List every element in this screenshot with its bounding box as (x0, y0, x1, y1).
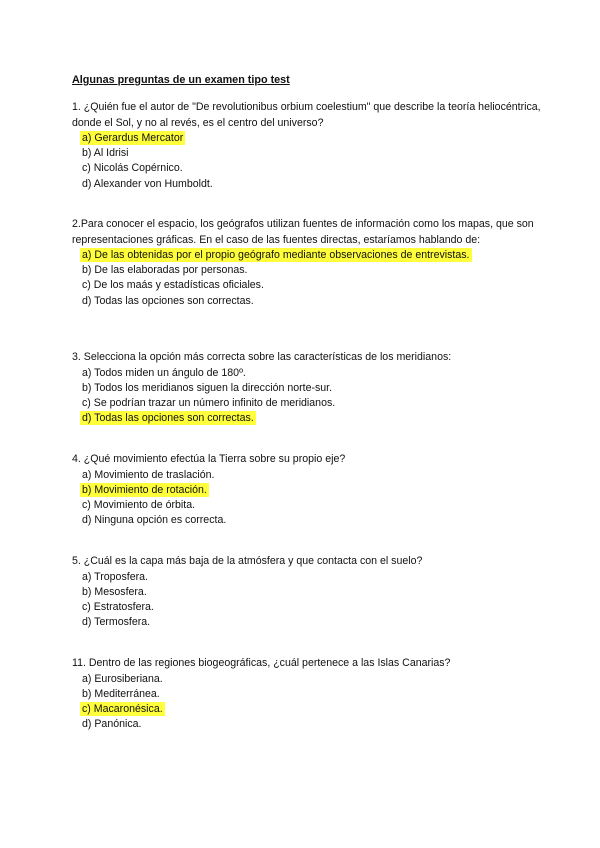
options-list (72, 672, 542, 733)
options-list (72, 248, 542, 309)
option-d: d) Ninguna opción es correcta. (82, 514, 227, 527)
option-d: d) Alexander von Humboldt. (82, 177, 213, 190)
option-d: d) Panónica. (82, 718, 142, 731)
question-3 (72, 350, 542, 426)
question-2 (72, 217, 542, 309)
option-d: d) Termosfera. (82, 616, 151, 629)
option-a: a) Movimiento de traslación. (82, 468, 215, 481)
options-list (72, 570, 542, 631)
option-d: d) Todas las opciones son correctas. (82, 294, 254, 307)
option-c: c) Nicolás Copérnico. (82, 162, 183, 175)
option-c: c) Movimiento de órbita. (82, 498, 196, 511)
document-title: Algunas preguntas de un examen tipo test (72, 74, 290, 86)
option-b: b) De las elaboradas por personas. (82, 264, 248, 277)
question-stem: 3. Selecciona la opción más correcta sobre las características de los meridianos: (72, 351, 452, 363)
option-a: a) Todos miden un ángulo de 180º. (82, 366, 246, 379)
option-b: b) Mesosfera. (82, 585, 147, 598)
option-b: b) Movimiento de rotación. (82, 483, 207, 496)
option-a: a) De las obtenidas por el propio geógrafo mediante observaciones de entrevistas. (82, 249, 470, 261)
question-stem: 4. ¿Qué movimiento efectúa la Tierra sobre su propio eje? (72, 453, 346, 465)
option-a: a) Troposfera. (82, 570, 148, 583)
option-c: c) Macaronésica. (82, 702, 163, 715)
question-1 (72, 100, 542, 192)
option-c: c) Se podrían trazar un número infinito de meridianos. (82, 396, 336, 409)
option-c: c) Estratosfera. (82, 600, 154, 613)
option-b: b) Al Idrisi (82, 147, 129, 160)
options-list (72, 468, 542, 529)
question-5 (72, 554, 542, 630)
option-a: a) Gerardus Mercator (82, 132, 184, 144)
option-c: c) De los maás y estadísticas oficiales. (82, 279, 264, 292)
options-list (72, 131, 542, 192)
options-list (72, 366, 542, 427)
option-b: b) Todos los meridianos siguen la dirección norte-sur. (82, 381, 333, 394)
question-stem: 2.Para conocer el espacio, los geógrafos utilizan fuentes de información como los mapas, que son representaciones gráficas. En el caso de las fuentes directas, estaríamos hablando de: (72, 218, 534, 246)
option-d: d) Todas las opciones son correctas. (82, 412, 254, 425)
question-stem: 11. Dentro de las regiones biogeográficas, ¿cuál pertenece a las Islas Canarias? (72, 657, 451, 669)
question-stem: 1. ¿Quién fue el autor de "De revolutionibus orbium coelestium" que describe la teoría heliocéntrica, donde el Sol, y no al revés, es el centro del universo? (72, 101, 541, 129)
option-a: a) Eurosiberiana. (82, 672, 163, 685)
question-stem: 5. ¿Cuál es la capa más baja de la atmósfera y que contacta con el suelo? (72, 555, 423, 567)
question-11 (72, 656, 542, 732)
question-4 (72, 452, 542, 528)
option-b: b) Mediterránea. (82, 687, 160, 700)
